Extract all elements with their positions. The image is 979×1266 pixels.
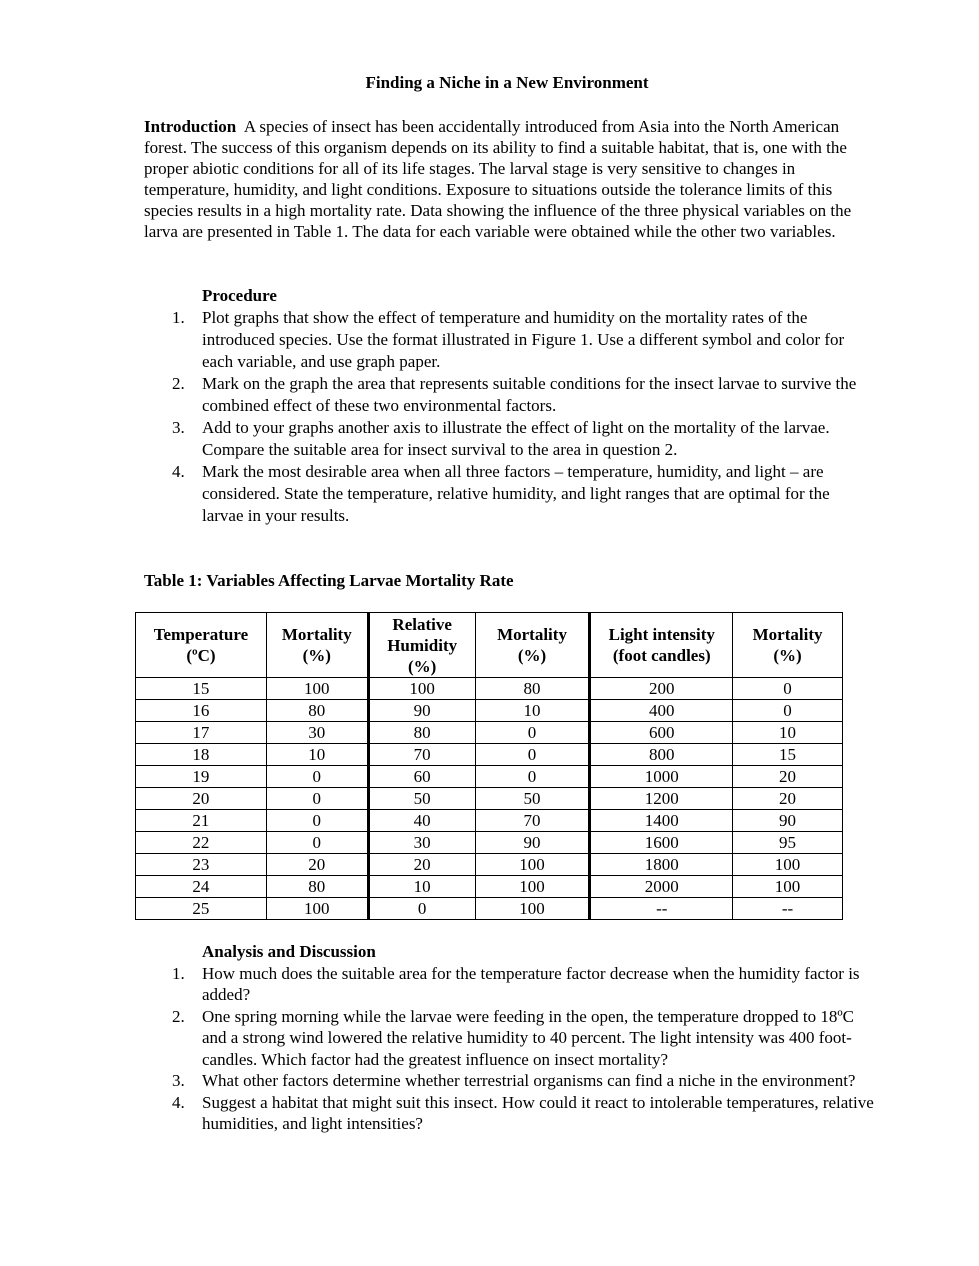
table-cell: 18 bbox=[136, 744, 267, 766]
table-cell: 70 bbox=[368, 744, 475, 766]
procedure-item bbox=[144, 461, 874, 527]
table-cell: 23 bbox=[136, 854, 267, 876]
analysis-heading: Analysis and Discussion bbox=[202, 942, 376, 961]
item-number: 2. bbox=[172, 1006, 185, 1026]
table-cell: 0 bbox=[733, 678, 843, 700]
table-cell: 10 bbox=[368, 876, 475, 898]
table-cell: 100 bbox=[368, 678, 475, 700]
procedure-item bbox=[144, 373, 874, 417]
analysis-list bbox=[144, 963, 874, 1135]
table-row bbox=[136, 722, 843, 744]
table-cell: 20 bbox=[136, 788, 267, 810]
table-cell: 22 bbox=[136, 832, 267, 854]
introduction-text: A species of insect has been accidentally introduced from Asia into the North American forest. The success of this organism depends on its ability to find a suitable habitat, that is, one with the proper abiotic conditions for all of its life stages. The larval stage is very sensitive to changes in temperature, humidity, and light conditions. Exposure to situations outside the tolerance limits of this species results in a high mortality rate. Data showing the influence of the three physical variables on the larva are presented in Table 1. The data for each variable were obtained while the other two variables. bbox=[144, 117, 852, 241]
table-cell: 0 bbox=[475, 766, 590, 788]
header-light-mortality: Mortality (%) bbox=[733, 613, 843, 678]
table-cell: 95 bbox=[733, 832, 843, 854]
table-cell: 2000 bbox=[590, 876, 733, 898]
table-cell: 1800 bbox=[590, 854, 733, 876]
table-cell: 20 bbox=[266, 854, 368, 876]
header-humidity-mortality: Mortality (%) bbox=[475, 613, 590, 678]
table-cell: 30 bbox=[368, 832, 475, 854]
table-cell: 1400 bbox=[590, 810, 733, 832]
table-cell: 100 bbox=[266, 678, 368, 700]
table-cell: -- bbox=[590, 898, 733, 920]
table-cell: 60 bbox=[368, 766, 475, 788]
table-cell: 0 bbox=[266, 766, 368, 788]
analysis-item bbox=[144, 1070, 874, 1092]
table-row bbox=[136, 678, 843, 700]
table-row bbox=[136, 810, 843, 832]
item-number: 2. bbox=[172, 374, 185, 393]
table-cell: 0 bbox=[475, 744, 590, 766]
table-cell: 0 bbox=[266, 832, 368, 854]
item-text: How much does the suitable area for the temperature factor decrease when the humidity factor is added? bbox=[202, 963, 860, 1004]
table-cell: 24 bbox=[136, 876, 267, 898]
mortality-table bbox=[135, 612, 843, 920]
header-humidity: Relative Humidity (%) bbox=[368, 613, 475, 678]
table-cell: 100 bbox=[475, 898, 590, 920]
table-cell: 1000 bbox=[590, 766, 733, 788]
table-cell: 600 bbox=[590, 722, 733, 744]
table-cell: 50 bbox=[475, 788, 590, 810]
introduction-paragraph bbox=[144, 116, 874, 242]
table-cell: 100 bbox=[475, 854, 590, 876]
procedure-section bbox=[144, 285, 874, 527]
table-cell: 90 bbox=[368, 700, 475, 722]
header-temp-mortality: Mortality (%) bbox=[266, 613, 368, 678]
table-cell: 70 bbox=[475, 810, 590, 832]
table-title: Table 1: Variables Affecting Larvae Mortality Rate bbox=[144, 571, 514, 590]
header-light: Light intensity (foot candles) bbox=[590, 613, 733, 678]
table-cell: 0 bbox=[733, 700, 843, 722]
table-cell: 20 bbox=[733, 788, 843, 810]
table-cell: 16 bbox=[136, 700, 267, 722]
introduction-label: Introduction bbox=[144, 117, 237, 136]
table-cell: 19 bbox=[136, 766, 267, 788]
table-cell: 20 bbox=[733, 766, 843, 788]
item-text: Add to your graphs another axis to illustrate the effect of light on the mortality of the larvae. Compare the suitable area for insect survival to the area in question 2. bbox=[202, 418, 830, 459]
table-cell: 10 bbox=[475, 700, 590, 722]
table-cell: 0 bbox=[475, 722, 590, 744]
table-cell: 50 bbox=[368, 788, 475, 810]
table-row bbox=[136, 788, 843, 810]
table-cell: -- bbox=[733, 898, 843, 920]
procedure-item bbox=[144, 307, 874, 373]
table-cell: 15 bbox=[733, 744, 843, 766]
table-cell: 80 bbox=[266, 876, 368, 898]
item-number: 3. bbox=[172, 1071, 185, 1090]
table-cell: 200 bbox=[590, 678, 733, 700]
table-body bbox=[136, 678, 843, 920]
item-number: 1. bbox=[172, 308, 185, 327]
table-cell: 800 bbox=[590, 744, 733, 766]
table-cell: 30 bbox=[266, 722, 368, 744]
table-header-row bbox=[136, 613, 843, 678]
item-text: Mark on the graph the area that represents suitable conditions for the insect larvae to survive the combined effect of these two environmental factors. bbox=[202, 374, 857, 415]
procedure-heading: Procedure bbox=[202, 286, 277, 305]
table-row bbox=[136, 700, 843, 722]
table-cell: 0 bbox=[266, 788, 368, 810]
table-cell: 80 bbox=[368, 722, 475, 744]
item-number: 1. bbox=[172, 963, 185, 983]
item-number: 4. bbox=[172, 1092, 185, 1112]
procedure-item bbox=[144, 417, 874, 461]
analysis-section bbox=[144, 941, 874, 1135]
item-number: 3. bbox=[172, 418, 185, 437]
table-cell: 100 bbox=[266, 898, 368, 920]
table-cell: 21 bbox=[136, 810, 267, 832]
item-text: One spring morning while the larvae were feeding in the open, the temperature dropped to 18ºC and a strong wind lowered the relative humidity to 40 percent. The light intensity was 400 foot-candles. Which factor had the greatest influence on insect mortality? bbox=[202, 1006, 855, 1069]
table-cell: 25 bbox=[136, 898, 267, 920]
table-cell: 90 bbox=[733, 810, 843, 832]
table-cell: 0 bbox=[266, 810, 368, 832]
table-cell: 10 bbox=[266, 744, 368, 766]
table-cell: 1600 bbox=[590, 832, 733, 854]
table-cell: 20 bbox=[368, 854, 475, 876]
table-cell: 90 bbox=[475, 832, 590, 854]
table-row bbox=[136, 766, 843, 788]
item-text: What other factors determine whether terrestrial organisms can find a niche in the environment? bbox=[202, 1071, 856, 1090]
item-number: 4. bbox=[172, 462, 185, 481]
table-row bbox=[136, 744, 843, 766]
table-cell: 100 bbox=[733, 854, 843, 876]
table-cell: 100 bbox=[475, 876, 590, 898]
header-temperature: Temperature (ºC) bbox=[136, 613, 267, 678]
item-text: Mark the most desirable area when all three factors – temperature, humidity, and light – are considered. State the temperature, relative humidity, and light ranges that are optimal for the larvae in your results. bbox=[202, 462, 830, 525]
analysis-item bbox=[144, 963, 874, 1006]
table-cell: 100 bbox=[733, 876, 843, 898]
table-cell: 1200 bbox=[590, 788, 733, 810]
table-cell: 10 bbox=[733, 722, 843, 744]
table-cell: 40 bbox=[368, 810, 475, 832]
table-cell: 0 bbox=[368, 898, 475, 920]
table-cell: 15 bbox=[136, 678, 267, 700]
table-cell: 17 bbox=[136, 722, 267, 744]
analysis-item bbox=[144, 1006, 874, 1071]
table-cell: 80 bbox=[266, 700, 368, 722]
table-row bbox=[136, 898, 843, 920]
table-row bbox=[136, 832, 843, 854]
table-cell: 400 bbox=[590, 700, 733, 722]
item-text: Suggest a habitat that might suit this insect. How could it react to intolerable temperatures, relative humidities, and light intensities? bbox=[202, 1092, 874, 1133]
table-row bbox=[136, 854, 843, 876]
analysis-item bbox=[144, 1092, 874, 1135]
document-title: Finding a Niche in a New Environment bbox=[365, 73, 649, 92]
table-cell: 80 bbox=[475, 678, 590, 700]
table-row bbox=[136, 876, 843, 898]
procedure-list bbox=[144, 307, 874, 527]
item-text: Plot graphs that show the effect of temperature and humidity on the mortality rates of the introduced species. Use the format illustrated in Figure 1. Use a different symbol and color for each variable, and use graph paper. bbox=[202, 308, 845, 371]
